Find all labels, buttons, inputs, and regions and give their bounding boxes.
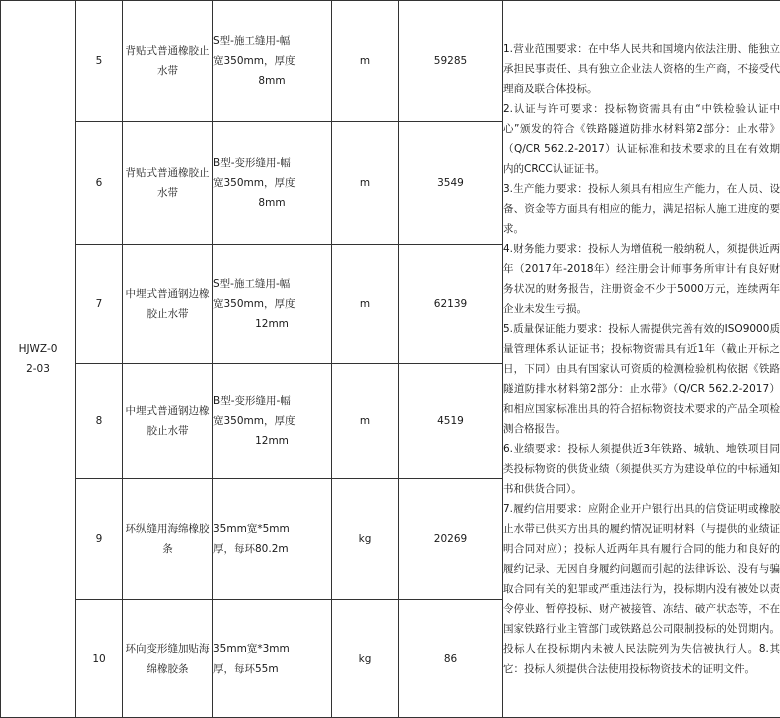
spec-line: B型-变形缝用-幅 [213, 153, 331, 173]
spec-line: 宽350mm，厚度 [213, 411, 331, 431]
item-qty: 62139 [399, 245, 503, 364]
qualification-requirements [503, 1, 780, 718]
item-qty: 20269 [399, 479, 503, 600]
requirement-item: 7.履约信用要求：应附企业开户银行出具的信贷证明或橡胶止水带已供买方出具的履约情况证明材料（与提供的业绩证明合同对应）；投标人近两年具有履行合同的能力和良好的履约记录、无因自身履约问题而引起的法律诉讼、没有与骗取合同有关的犯罪或严重违法行为，投标期内没有被处以责令停业、暂停投标、财产被接管、冻结、破产状态等，不在国家铁路行业主管部门或铁路总公司限制投标的处罚期内。投标人在投标期内未被人民法院列为失信被执行人。8.其它：投标人须提供合法使用投标物资技术的证明文件。 [503, 499, 780, 679]
item-name: 环向变形缝加贴海绵橡胶条 [123, 600, 213, 718]
item-unit: m [332, 1, 399, 122]
item-spec [213, 479, 332, 600]
lot-number-cell [1, 1, 76, 718]
spec-line: S型-施工缝用-幅 [213, 274, 331, 294]
requirement-item: 4.财务能力要求：投标人为增值税一般纳税人，须提供近两年（2017年-2018年）经注册会计师事务所审计有良好财务状况的财务报告，注册资金不少于5000万元，连续两年企业未发生亏损。 [503, 239, 780, 319]
requirement-item: 6.业绩要求：投标人须提供近3年铁路、城轨、地铁项目同类投标物资的供货业绩（须提供买方为建设单位的中标通知书和供货合同）。 [503, 439, 780, 499]
item-no: 9 [76, 479, 123, 600]
item-unit: m [332, 245, 399, 364]
item-unit: m [332, 122, 399, 245]
requirement-item: 1.营业范围要求：在中华人民共和国境内依法注册、能独立承担民事责任、具有独立企业法人资格的生产商，不接受代理商及联合体投标。 [503, 39, 780, 99]
item-no: 7 [76, 245, 123, 364]
requirement-item: 2.认证与许可要求：投标物资需具有由“中铁检验认证中心”颁发的符合《铁路隧道防排水材料第2部分：止水带》（Q/CR 562.2-2017）认证标准和技术要求的且在有效期内的CRCC认证证书。 [503, 99, 780, 179]
item-qty: 4519 [399, 364, 503, 479]
item-unit: kg [332, 479, 399, 600]
item-unit: m [332, 364, 399, 479]
item-unit: kg [332, 600, 399, 718]
spec-line: 宽350mm，厚度 [213, 51, 331, 71]
spec-line: 35mm宽*3mm [213, 639, 331, 659]
item-qty: 59285 [399, 1, 503, 122]
requirement-item: 5.质量保证能力要求：投标人需提供完善有效的ISO9000质量管理体系认证证书；投标物资需具有近1年（截止开标之日，下同）由具有国家认可资质的检测检验机构依据《铁路隧道防排水材料第2部分：止水带》（Q/CR 562.2-2017）和相应国家标准出具的符合招标物资技术要求的产品全项检测合格报告。 [503, 319, 780, 439]
item-name: 背贴式普通橡胶止水带 [123, 1, 213, 122]
item-no: 5 [76, 1, 123, 122]
table-row [1, 1, 780, 122]
spec-line: B型-变形缝用-幅 [213, 391, 331, 411]
item-qty: 86 [399, 600, 503, 718]
item-name: 中埋式普通钢边橡胶止水带 [123, 364, 213, 479]
requirement-item: 3.生产能力要求：投标人须具有相应生产能力，在人员、设备、资金等方面具有相应的能力，满足招标人施工进度的要求。 [503, 179, 780, 239]
item-no: 6 [76, 122, 123, 245]
item-name: 背贴式普通橡胶止水带 [123, 122, 213, 245]
spec-line: 8mm [213, 71, 331, 91]
item-name: 环纵缝用海绵橡胶条 [123, 479, 213, 600]
spec-line: 厚，每环55m [213, 659, 331, 679]
spec-line: 35mm宽*5mm [213, 519, 331, 539]
spec-line: 12mm [213, 314, 331, 334]
lot-number: HJWZ-02-03 [18, 339, 58, 379]
spec-line: 8mm [213, 193, 331, 213]
item-spec [213, 122, 332, 245]
item-spec [213, 364, 332, 479]
spec-line: 宽350mm，厚度 [213, 294, 331, 314]
item-spec [213, 600, 332, 718]
item-no: 8 [76, 364, 123, 479]
spec-line: 12mm [213, 431, 331, 451]
item-spec [213, 1, 332, 122]
spec-line: S型-施工缝用-幅 [213, 31, 331, 51]
item-spec [213, 245, 332, 364]
spec-line: 厚，每环80.2m [213, 539, 331, 559]
spec-line: 宽350mm，厚度 [213, 173, 331, 193]
item-qty: 3549 [399, 122, 503, 245]
item-name: 中埋式普通钢边橡胶止水带 [123, 245, 213, 364]
item-no: 10 [76, 600, 123, 718]
